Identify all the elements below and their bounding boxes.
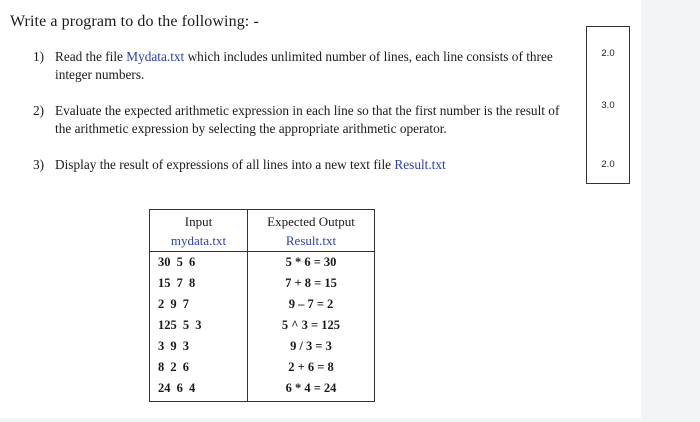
input-cell: 30 5 6 xyxy=(150,252,248,274)
question-2 xyxy=(33,102,578,138)
input-cell: 24 6 4 xyxy=(150,378,248,402)
question-2-number: 2) xyxy=(33,103,45,118)
mark-question-1: 2.0 xyxy=(601,48,615,59)
io-example-table xyxy=(149,209,375,402)
input-cell: 2 9 7 xyxy=(150,294,248,315)
input-cell: 8 2 6 xyxy=(150,357,248,378)
question-3-text xyxy=(33,156,578,174)
table-row xyxy=(150,378,375,402)
table-header-row xyxy=(150,210,375,252)
output-header-filename: Result.txt xyxy=(285,233,337,248)
output-cell: 2 + 6 = 8 xyxy=(288,360,334,374)
mark-question-3: 2.0 xyxy=(601,159,615,170)
output-cell: 7 + 8 = 15 xyxy=(285,276,337,290)
output-column-header xyxy=(248,210,375,252)
output-header-label: Expected Output xyxy=(267,214,355,229)
mydata-filename: Mydata.txt xyxy=(126,49,185,64)
table-row xyxy=(150,273,375,294)
question-1-text-start: Read the file xyxy=(55,49,127,64)
input-cell: 15 7 8 xyxy=(150,273,248,294)
output-cell: 9 – 7 = 2 xyxy=(288,297,334,311)
question-1-text-end: which includes unlimited number of lines, each line consists of three integer numbers. xyxy=(55,49,553,82)
marks-box xyxy=(586,26,630,184)
input-cell: 125 5 3 xyxy=(150,315,248,336)
input-header-filename: mydata.txt xyxy=(170,233,227,248)
question-3-text-start: Display the result of expressions of all lines into a new text file xyxy=(55,157,395,172)
question-1 xyxy=(33,48,578,84)
table-row xyxy=(150,315,375,336)
mark-question-2: 3.0 xyxy=(601,100,615,111)
question-1-number: 1) xyxy=(33,49,45,64)
output-cell: 6 * 4 = 24 xyxy=(285,381,337,395)
table-row xyxy=(150,336,375,357)
question-3 xyxy=(33,156,578,174)
output-cell: 5 ^ 3 = 125 xyxy=(281,318,341,332)
table-row xyxy=(150,294,375,315)
question-1-text xyxy=(33,48,578,84)
input-column-header xyxy=(150,210,248,252)
result-filename: Result.txt xyxy=(394,157,446,172)
input-header-label: Input xyxy=(184,214,213,229)
question-3-number: 3) xyxy=(33,157,45,172)
question-2-text: Evaluate the expected arithmetic expression in each line so that the first number is the result of the arithmetic expression by selecting the appropriate arithmetic operator. xyxy=(55,103,560,136)
table-row xyxy=(150,357,375,378)
input-cell: 3 9 3 xyxy=(150,336,248,357)
table-row xyxy=(150,252,375,274)
assignment-heading: Write a program to do the following: - xyxy=(10,13,259,30)
output-cell: 9 / 3 = 3 xyxy=(290,339,332,353)
output-cell: 5 * 6 = 30 xyxy=(285,255,337,269)
